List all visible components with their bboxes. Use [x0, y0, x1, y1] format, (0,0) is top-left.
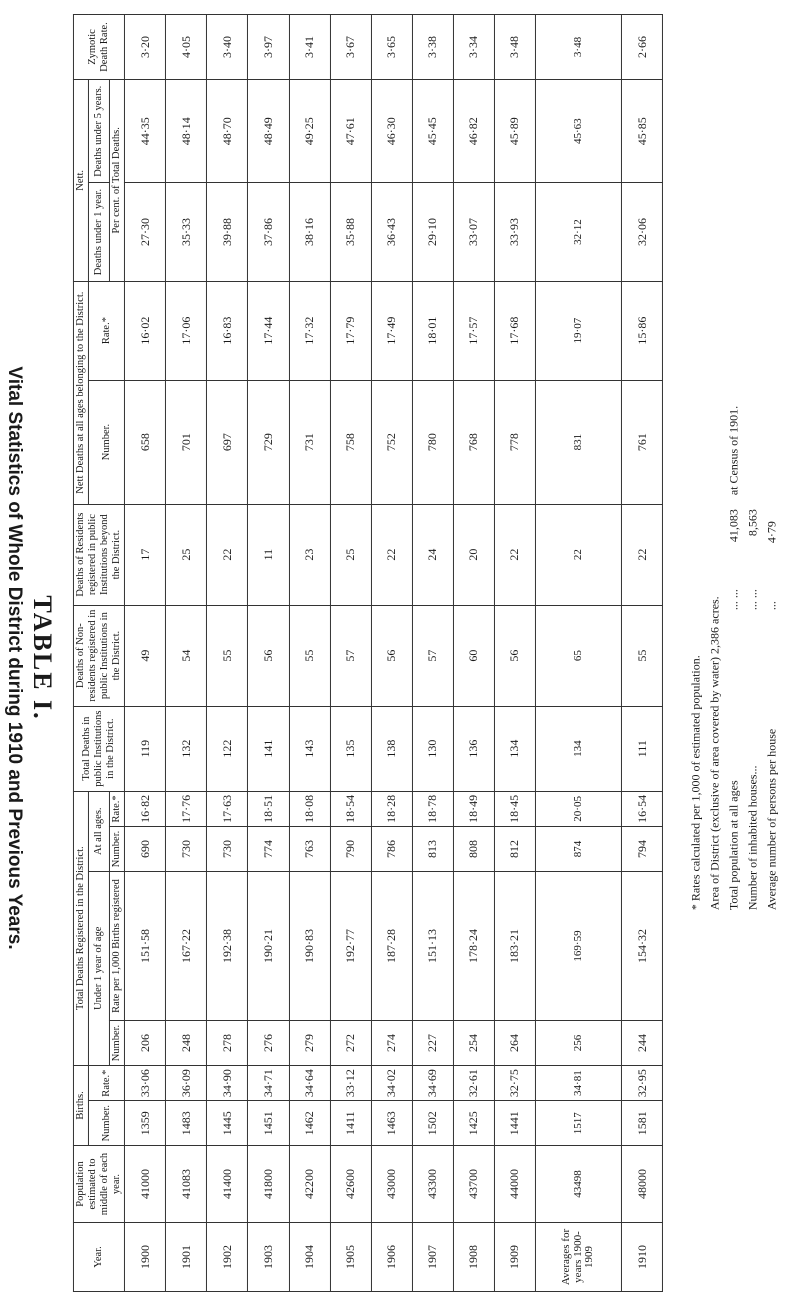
under1-number-cell: 272 — [330, 1021, 371, 1066]
zymotic-cell: 3·20 — [125, 15, 166, 80]
births-number-cell: 1462 — [289, 1101, 330, 1146]
population-cell: 43498 — [536, 1146, 622, 1223]
under1-pct-cell: 29·10 — [412, 183, 453, 281]
nett-number-cell: 752 — [371, 380, 412, 504]
header-year: Year. — [73, 1223, 124, 1292]
resbeyond-cell: 20 — [453, 504, 494, 605]
nett-rate-cell: 17·68 — [494, 281, 535, 380]
under5-pct-cell: 46·30 — [371, 80, 412, 183]
allages-number-cell: 812 — [494, 827, 535, 872]
nonres-cell: 54 — [166, 605, 207, 706]
under1-pct-cell: 33·93 — [494, 183, 535, 281]
under5-pct-cell: 45·63 — [536, 80, 622, 183]
table-row — [248, 15, 289, 1292]
allages-rate-cell: 16·82 — [125, 791, 166, 827]
resbeyond-cell: 25 — [330, 504, 371, 605]
resbeyond-cell: 11 — [248, 504, 289, 605]
under1-rate-cell: 192·38 — [207, 871, 248, 1020]
census-stats — [727, 405, 780, 909]
nett-rate-cell: 17·57 — [453, 281, 494, 380]
under1-rate-cell: 151·58 — [125, 871, 166, 1020]
nonres-cell: 57 — [330, 605, 371, 706]
public-cell: 122 — [207, 706, 248, 791]
nonres-cell: 65 — [536, 605, 622, 706]
under1-pct-cell: 38·16 — [289, 183, 330, 281]
nett-rate-cell: 16·02 — [125, 281, 166, 380]
zymotic-cell: 3·38 — [412, 15, 453, 80]
under5-pct-cell: 45·89 — [494, 80, 535, 183]
zymotic-cell: 2·66 — [621, 15, 662, 80]
births-number-cell: 1581 — [621, 1101, 662, 1146]
under1-rate-cell: 183·21 — [494, 871, 535, 1020]
public-cell: 135 — [330, 706, 371, 791]
under1-rate-cell: 154·32 — [621, 871, 662, 1020]
year-cell: 1910 — [621, 1223, 662, 1292]
nett-number-cell: 768 — [453, 380, 494, 504]
nett-number-cell: 831 — [536, 380, 622, 504]
under1-number-cell: 256 — [536, 1021, 622, 1066]
allages-number-cell: 808 — [453, 827, 494, 872]
allages-number-cell: 690 — [125, 827, 166, 872]
nett-number-cell: 729 — [248, 380, 289, 504]
zymotic-cell: 4·05 — [166, 15, 207, 80]
table-row — [371, 15, 412, 1292]
statistics-table-area — [68, 8, 668, 1298]
nett-rate-cell: 17·79 — [330, 281, 371, 380]
births-rate-cell: 34·02 — [371, 1065, 412, 1101]
year-cell: 1903 — [248, 1223, 289, 1292]
allages-number-cell: 874 — [536, 827, 622, 872]
births-number-cell: 1451 — [248, 1101, 289, 1146]
under1-number-cell: 248 — [166, 1021, 207, 1066]
public-cell: 138 — [371, 706, 412, 791]
nonres-cell: 55 — [289, 605, 330, 706]
under5-pct-cell: 48·49 — [248, 80, 289, 183]
population-cell: 41000 — [125, 1146, 166, 1223]
year-cell: 1905 — [330, 1223, 371, 1292]
allages-rate-cell: 18·28 — [371, 791, 412, 827]
zymotic-cell: 3·48 — [536, 15, 622, 80]
header-under1-rate: Rate per 1,000 Births registered — [110, 871, 125, 1020]
nonres-cell: 55 — [621, 605, 662, 706]
under5-pct-cell: 45·45 — [412, 80, 453, 183]
census-stat-row — [765, 405, 780, 909]
under1-number-cell: 278 — [207, 1021, 248, 1066]
public-cell: 143 — [289, 706, 330, 791]
under1-pct-cell: 39·88 — [207, 183, 248, 281]
table-row — [207, 15, 248, 1292]
zymotic-cell: 3·48 — [494, 15, 535, 80]
under1-pct-cell: 35·88 — [330, 183, 371, 281]
births-rate-cell: 33·06 — [125, 1065, 166, 1101]
zymotic-cell: 3·67 — [330, 15, 371, 80]
stat-value: 4·79 — [764, 520, 779, 543]
births-rate-cell: 34·71 — [248, 1065, 289, 1101]
allages-rate-cell: 18·51 — [248, 791, 289, 827]
header-public-institutions: Total Deaths in public Institutions in the District. — [73, 706, 124, 791]
births-number-cell: 1445 — [207, 1101, 248, 1146]
allages-number-cell: 730 — [207, 827, 248, 872]
births-rate-cell: 32·95 — [621, 1065, 662, 1101]
under1-number-cell: 276 — [248, 1021, 289, 1066]
year-cell: 1900 — [125, 1223, 166, 1292]
allages-rate-cell: 20·05 — [536, 791, 622, 827]
zymotic-cell: 3·97 — [248, 15, 289, 80]
stat-label: Total population at all ages — [726, 779, 741, 910]
under1-rate-cell: 167·22 — [166, 871, 207, 1020]
nonres-cell: 55 — [207, 605, 248, 706]
resbeyond-cell: 24 — [412, 504, 453, 605]
public-cell: 111 — [621, 706, 662, 791]
nett-number-cell: 701 — [166, 380, 207, 504]
header-nett-rate: Rate.* — [89, 281, 125, 380]
stat-value: 41,083 — [726, 508, 741, 542]
under1-rate-cell: 190·21 — [248, 871, 289, 1020]
under5-pct-cell: 47·61 — [330, 80, 371, 183]
births-rate-cell: 34·69 — [412, 1065, 453, 1101]
public-cell: 130 — [412, 706, 453, 791]
census-stat-row — [727, 405, 742, 909]
births-number-cell: 1517 — [536, 1101, 622, 1146]
public-cell: 134 — [494, 706, 535, 791]
nett-rate-cell: 15·86 — [621, 281, 662, 380]
stat-label: Average number of persons per house — [764, 728, 779, 910]
births-rate-cell: 34·90 — [207, 1065, 248, 1101]
births-rate-cell: 34·64 — [289, 1065, 330, 1101]
header-zymotic: Zymotic Death Rate. — [73, 15, 124, 80]
nett-rate-cell: 17·32 — [289, 281, 330, 380]
nett-number-cell: 658 — [125, 380, 166, 504]
nonres-cell: 56 — [371, 605, 412, 706]
nett-rate-cell: 18·01 — [412, 281, 453, 380]
table-title: TABLE I. — [28, 594, 57, 721]
under1-pct-cell: 36·43 — [371, 183, 412, 281]
births-number-cell: 1483 — [166, 1101, 207, 1146]
under1-rate-cell: 192·77 — [330, 871, 371, 1020]
resbeyond-cell: 22 — [621, 504, 662, 605]
under5-pct-cell: 49·25 — [289, 80, 330, 183]
table-row — [412, 15, 453, 1292]
zymotic-cell: 3·41 — [289, 15, 330, 80]
births-rate-cell: 36·09 — [166, 1065, 207, 1101]
births-number-cell: 1411 — [330, 1101, 371, 1146]
stat-value: 8,563 — [745, 508, 760, 536]
allages-number-cell: 794 — [621, 827, 662, 872]
resbeyond-cell: 22 — [207, 504, 248, 605]
nett-rate-cell: 16·83 — [207, 281, 248, 380]
allages-rate-cell: 18·54 — [330, 791, 371, 827]
public-cell: 136 — [453, 706, 494, 791]
population-cell: 41083 — [166, 1146, 207, 1223]
nett-number-cell: 761 — [621, 380, 662, 504]
header-allages: At all ages. — [89, 791, 110, 871]
allages-number-cell: 763 — [289, 827, 330, 872]
under1-pct-cell: 32·06 — [621, 183, 662, 281]
births-number-cell: 1425 — [453, 1101, 494, 1146]
nett-rate-cell: 17·44 — [248, 281, 289, 380]
under1-number-cell: 254 — [453, 1021, 494, 1066]
allages-number-cell: 813 — [412, 827, 453, 872]
census-stat-row — [746, 405, 761, 909]
header-births-rate: Rate.* — [89, 1065, 125, 1101]
under5-pct-cell: 44·35 — [125, 80, 166, 183]
stat-dots: ... — [764, 600, 779, 610]
allages-rate-cell: 17·76 — [166, 791, 207, 827]
resbeyond-cell: 23 — [289, 504, 330, 605]
under1-number-cell: 227 — [412, 1021, 453, 1066]
header-nett-number: Number. — [89, 380, 125, 504]
header-deaths-under5: Deaths under 5 years. — [89, 80, 110, 183]
header-nett-belonging: Nett Deaths at all ages belonging to the District. — [73, 281, 88, 504]
population-cell: 41400 — [207, 1146, 248, 1223]
census-label: at Census of 1901. — [726, 405, 741, 495]
resbeyond-cell: 22 — [494, 504, 535, 605]
current-year-row — [621, 15, 662, 1292]
nonres-cell: 56 — [494, 605, 535, 706]
header-population: Population estimated to middle of each year. — [73, 1146, 124, 1223]
allages-number-cell: 786 — [371, 827, 412, 872]
header-deaths-under1: Deaths under 1 year. — [89, 183, 110, 281]
area-footnote: Area of District (exclusive of area covered by water) 2,386 acres. — [707, 595, 722, 910]
header-total-deaths: Total Deaths Registered in the District. — [73, 791, 88, 1065]
year-cell: Averages for years 1900-1909 — [536, 1223, 622, 1292]
stat-label: Number of inhabited houses... — [745, 765, 760, 910]
table-row — [289, 15, 330, 1292]
nett-rate-cell: 17·49 — [371, 281, 412, 380]
under5-pct-cell: 45·85 — [621, 80, 662, 183]
table-row — [330, 15, 371, 1292]
allages-rate-cell: 16·54 — [621, 791, 662, 827]
stat-dots: ... ... — [726, 588, 741, 610]
population-cell: 43700 — [453, 1146, 494, 1223]
nonres-cell: 60 — [453, 605, 494, 706]
table-row — [125, 15, 166, 1292]
resbeyond-cell: 22 — [371, 504, 412, 605]
year-cell: 1909 — [494, 1223, 535, 1292]
nett-rate-cell: 17·06 — [166, 281, 207, 380]
year-cell: 1908 — [453, 1223, 494, 1292]
allages-number-cell: 730 — [166, 827, 207, 872]
nonres-cell: 49 — [125, 605, 166, 706]
zymotic-cell: 3·40 — [207, 15, 248, 80]
public-cell: 134 — [536, 706, 622, 791]
nett-number-cell: 758 — [330, 380, 371, 504]
under1-rate-cell: 151·13 — [412, 871, 453, 1020]
header-nett: Nett. — [73, 80, 88, 282]
births-number-cell: 1359 — [125, 1101, 166, 1146]
births-rate-cell: 32·75 — [494, 1065, 535, 1101]
nett-rate-cell: 19·07 — [536, 281, 622, 380]
under1-number-cell: 244 — [621, 1021, 662, 1066]
header-under1-number: Number. — [110, 1021, 125, 1066]
resbeyond-cell: 17 — [125, 504, 166, 605]
population-cell: 41800 — [248, 1146, 289, 1223]
resbeyond-cell: 25 — [166, 504, 207, 605]
nett-number-cell: 778 — [494, 380, 535, 504]
under1-number-cell: 279 — [289, 1021, 330, 1066]
nett-number-cell: 780 — [412, 380, 453, 504]
births-number-cell: 1463 — [371, 1101, 412, 1146]
allages-number-cell: 774 — [248, 827, 289, 872]
under1-pct-cell: 33·07 — [453, 183, 494, 281]
under1-number-cell: 274 — [371, 1021, 412, 1066]
births-rate-cell: 33·12 — [330, 1065, 371, 1101]
zymotic-cell: 3·65 — [371, 15, 412, 80]
year-cell: 1904 — [289, 1223, 330, 1292]
under1-rate-cell: 190·83 — [289, 871, 330, 1020]
under1-pct-cell: 37·86 — [248, 183, 289, 281]
births-number-cell: 1441 — [494, 1101, 535, 1146]
stat-dots: ... ... — [745, 588, 760, 610]
under1-rate-cell: 187·28 — [371, 871, 412, 1020]
population-cell: 42200 — [289, 1146, 330, 1223]
allages-rate-cell: 18·49 — [453, 791, 494, 827]
public-cell: 141 — [248, 706, 289, 791]
allages-rate-cell: 18·78 — [412, 791, 453, 827]
nonres-cell: 56 — [248, 605, 289, 706]
allages-rate-cell: 18·08 — [289, 791, 330, 827]
year-cell: 1902 — [207, 1223, 248, 1292]
births-rate-cell: 32·61 — [453, 1065, 494, 1101]
public-cell: 119 — [125, 706, 166, 791]
population-cell: 43300 — [412, 1146, 453, 1223]
allages-number-cell: 790 — [330, 827, 371, 872]
header-under1: Under 1 year of age — [89, 871, 110, 1065]
table-row — [166, 15, 207, 1292]
under1-pct-cell: 35·33 — [166, 183, 207, 281]
header-non-residents: Deaths of Non-residents registered in public Institutions in the District. — [73, 605, 124, 706]
nett-number-cell: 697 — [207, 380, 248, 504]
year-cell: 1901 — [166, 1223, 207, 1292]
population-cell: 44000 — [494, 1146, 535, 1223]
under1-number-cell: 206 — [125, 1021, 166, 1066]
nonres-cell: 57 — [412, 605, 453, 706]
allages-rate-cell: 17·63 — [207, 791, 248, 827]
header-births: Births. — [73, 1065, 88, 1145]
table-heading — [0, 0, 60, 1315]
header-pct-total: Per cent. of Total Deaths. — [110, 80, 125, 282]
header-allages-rate: Rate.* — [110, 791, 125, 827]
births-rate-cell: 34·81 — [536, 1065, 622, 1101]
population-cell: 43000 — [371, 1146, 412, 1223]
footnotes — [668, 0, 800, 1315]
table-subtitle: Vital Statistics of Whole District during 1910 and Previous Years. — [4, 365, 25, 950]
table-row — [453, 15, 494, 1292]
header-residents-beyond: Deaths of Residents registered in public Institutions beyond the District. — [73, 504, 124, 605]
zymotic-cell: 3·34 — [453, 15, 494, 80]
nett-number-cell: 731 — [289, 380, 330, 504]
year-cell: 1907 — [412, 1223, 453, 1292]
under1-pct-cell: 32·12 — [536, 183, 622, 281]
table-row — [494, 15, 535, 1292]
population-cell: 42600 — [330, 1146, 371, 1223]
rates-footnote: * Rates calculated per 1,000 of estimated population. — [688, 654, 703, 910]
header-births-number: Number. — [89, 1101, 125, 1146]
under1-rate-cell: 169·59 — [536, 871, 622, 1020]
resbeyond-cell: 22 — [536, 504, 622, 605]
allages-rate-cell: 18·45 — [494, 791, 535, 827]
under5-pct-cell: 48·70 — [207, 80, 248, 183]
header-allages-number: Number. — [110, 827, 125, 872]
under5-pct-cell: 48·14 — [166, 80, 207, 183]
population-cell: 48000 — [621, 1146, 662, 1223]
vital-statistics-table — [73, 14, 663, 1292]
births-number-cell: 1502 — [412, 1101, 453, 1146]
under1-pct-cell: 27·30 — [125, 183, 166, 281]
public-cell: 132 — [166, 706, 207, 791]
averages-row — [536, 15, 622, 1292]
under5-pct-cell: 46·82 — [453, 80, 494, 183]
under1-rate-cell: 178·24 — [453, 871, 494, 1020]
under1-number-cell: 264 — [494, 1021, 535, 1066]
year-cell: 1906 — [371, 1223, 412, 1292]
